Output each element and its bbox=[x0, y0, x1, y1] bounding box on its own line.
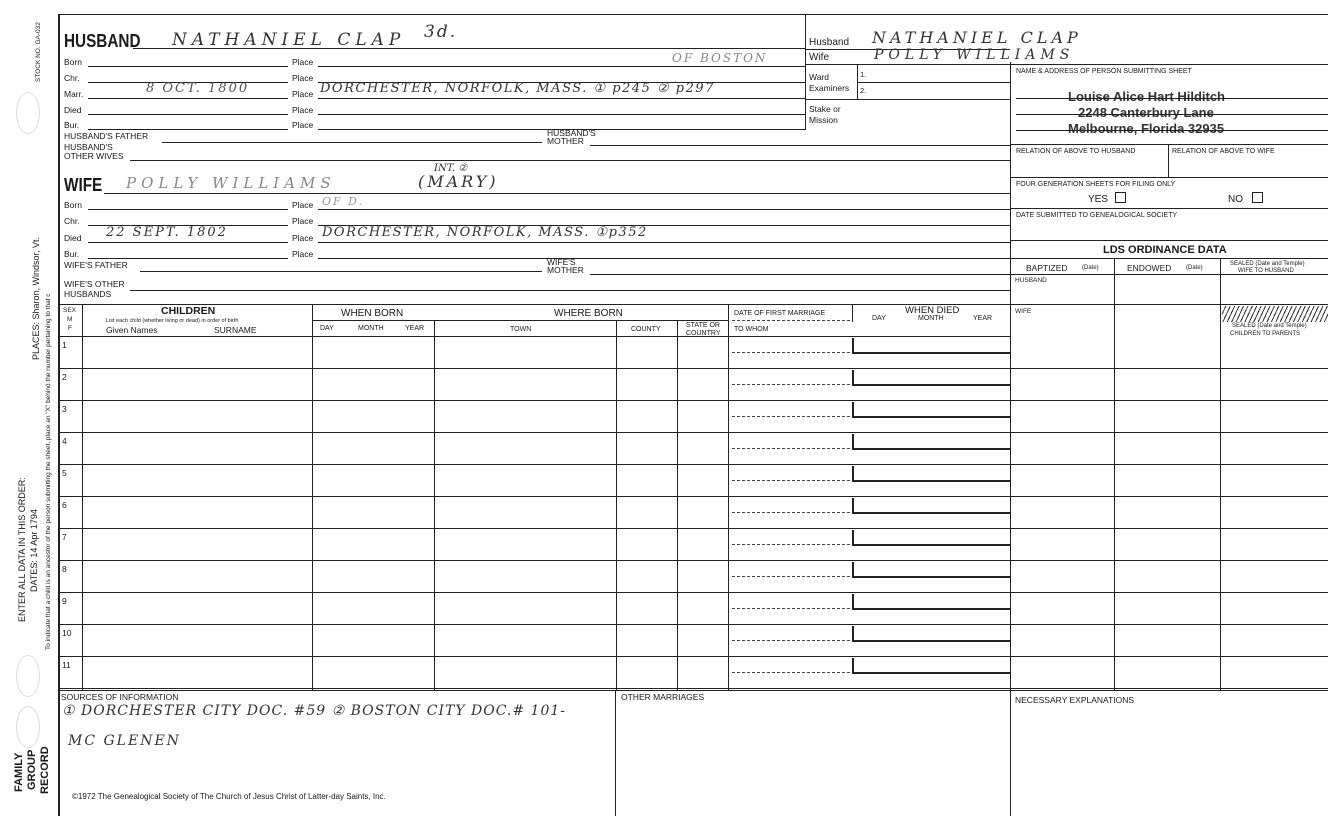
lds-row-line bbox=[1010, 496, 1328, 497]
row-number: 6 bbox=[62, 500, 67, 510]
husband-chr-place-label: Place bbox=[292, 73, 314, 83]
husband-bur-place-label: Place bbox=[292, 120, 314, 130]
wife-died-line bbox=[88, 242, 288, 243]
relation-wife-label: RELATION OF ABOVE TO WIFE bbox=[1172, 148, 1275, 155]
stake-label: Stake or bbox=[809, 104, 841, 114]
other-marriages-label: OTHER MARRIAGES bbox=[621, 692, 705, 702]
husband-born-place-line bbox=[318, 66, 805, 67]
endowed-date-label: (Date) bbox=[1186, 265, 1203, 271]
died-month-label: MONTH bbox=[918, 315, 944, 322]
places-note: PLACES: Sharon, Windsor, Vt. bbox=[31, 236, 41, 360]
row-number: 1 bbox=[62, 340, 67, 350]
when-born-label: WHEN BORN bbox=[341, 308, 404, 319]
lds-hr bbox=[1010, 274, 1328, 275]
sealed-wife-label-2: WIFE TO HUSBAND bbox=[1238, 268, 1294, 274]
wife-born-place-line bbox=[318, 209, 1010, 210]
husband-born-place-label: Place bbox=[292, 57, 314, 67]
header-divider bbox=[805, 14, 806, 130]
wife-died-label: Died bbox=[64, 233, 82, 243]
wife-died-place-label: Place bbox=[292, 233, 314, 243]
footer-divider bbox=[615, 690, 616, 816]
submitter-hr bbox=[1010, 177, 1328, 178]
husband-marr-place-line bbox=[318, 98, 805, 99]
examiner-1: 1. bbox=[860, 70, 867, 79]
binder-hole bbox=[16, 706, 40, 748]
husband-father-label: HUSBAND'S FATHER bbox=[64, 131, 149, 141]
row-number: 3 bbox=[62, 404, 67, 414]
wife-other-husbands-label: WIFE'S OTHER bbox=[64, 279, 125, 289]
born-month-label: MONTH bbox=[358, 325, 384, 332]
header-wife-label: Wife bbox=[809, 52, 829, 63]
submitter-hr bbox=[1010, 208, 1328, 209]
lds-row-line bbox=[1010, 656, 1328, 657]
yes-label: YES bbox=[1088, 194, 1109, 205]
wife-alt-name[interactable]: (MARY) bbox=[418, 172, 499, 191]
row-number: 9 bbox=[62, 596, 67, 606]
husband-marr-place-value[interactable]: DORCHESTER, NORFOLK, MASS. ① p245 ② p297 bbox=[320, 81, 715, 96]
husband-mother-label-2: MOTHER bbox=[547, 136, 584, 146]
submitter-name[interactable]: Louise Alice Hart Hilditch bbox=[1068, 89, 1225, 104]
header-husband-value[interactable]: NATHANIEL CLAP bbox=[872, 28, 1082, 47]
lds-title: LDS ORDINANCE DATA bbox=[1103, 244, 1227, 256]
relation-husband-label: RELATION OF ABOVE TO HUSBAND bbox=[1016, 148, 1136, 155]
row-number: 11 bbox=[62, 660, 71, 670]
stock-number: STOCK NO. GA-032 bbox=[35, 22, 42, 82]
submitter-label: NAME & ADDRESS OF PERSON SUBMITTING SHEET bbox=[1016, 68, 1192, 75]
submitter-hr bbox=[1010, 144, 1328, 145]
husband-other-wives-line bbox=[130, 160, 1010, 161]
marriage-dash bbox=[732, 448, 850, 449]
wife-died-place-line bbox=[318, 242, 1010, 243]
when-died-cell[interactable] bbox=[852, 338, 1010, 354]
born-day-label: DAY bbox=[320, 325, 334, 332]
surname-label: SURNAME bbox=[214, 325, 257, 335]
marriage-dash bbox=[732, 672, 850, 673]
husband-marr-date-value[interactable]: 8 OCT. 1800 bbox=[146, 81, 250, 96]
row-number: 10 bbox=[62, 628, 72, 638]
lds-hr bbox=[1010, 258, 1328, 259]
lds-row-line bbox=[1010, 464, 1328, 465]
lds-col-divider bbox=[1220, 258, 1221, 690]
where-born-label: WHERE BORN bbox=[554, 308, 623, 319]
sources-line-2[interactable]: MC GLENEN bbox=[68, 733, 181, 749]
husband-mother-label: HUSBAND'S bbox=[547, 128, 596, 138]
wife-heading: WIFE bbox=[64, 175, 103, 195]
form-title-record: RECORD bbox=[39, 746, 51, 794]
husband-mother-line bbox=[590, 145, 1010, 146]
col-divider bbox=[852, 304, 853, 322]
lds-col-divider bbox=[1114, 258, 1115, 690]
state-label-2: COUNTRY bbox=[686, 330, 721, 337]
no-checkbox[interactable] bbox=[1252, 192, 1263, 203]
when-died-cell[interactable] bbox=[852, 370, 1010, 386]
when-died-cell[interactable] bbox=[852, 562, 1010, 578]
first-marriage-label: DATE OF FIRST MARRIAGE bbox=[734, 310, 826, 317]
to-whom-label: TO WHOM bbox=[734, 326, 769, 333]
submitter-line bbox=[1016, 98, 1328, 99]
first-marriage-dash bbox=[732, 320, 850, 321]
husband-marr-place-label: Place bbox=[292, 89, 314, 99]
wife-name-line bbox=[104, 193, 1010, 194]
sealed-wife-label: SEALED (Date and Temple) bbox=[1230, 261, 1305, 267]
top-border bbox=[58, 14, 1328, 15]
husband-bur-label: Bur. bbox=[64, 120, 80, 130]
ward-label: Ward bbox=[809, 72, 829, 82]
header-hr bbox=[805, 99, 1010, 100]
header-hr bbox=[857, 82, 1010, 83]
binder-hole bbox=[16, 655, 40, 697]
wife-chr-label: Chr. bbox=[64, 216, 80, 226]
wife-mother-line bbox=[590, 274, 1010, 275]
header-hr bbox=[805, 64, 1328, 65]
examiners-label: Examiners bbox=[809, 83, 850, 93]
husband-annotation: 3d. bbox=[424, 22, 458, 42]
sex-m-label: M bbox=[67, 316, 73, 323]
sealed-hatch bbox=[1222, 306, 1328, 322]
footer-top bbox=[58, 690, 1328, 691]
wife-born-place-label: Place bbox=[292, 200, 314, 210]
submitter-line bbox=[1016, 114, 1328, 115]
form-title-family: FAMILY bbox=[13, 752, 25, 792]
husband-heading: HUSBAND bbox=[64, 31, 141, 51]
husband-chr-label: Chr. bbox=[64, 73, 80, 83]
lds-row-line bbox=[1010, 528, 1328, 529]
wife-mother-label-2: MOTHER bbox=[547, 265, 584, 275]
sex-label: SEX bbox=[63, 307, 77, 314]
husband-other-wives-label: HUSBAND'S bbox=[64, 142, 113, 152]
sex-f-label: F bbox=[68, 325, 72, 332]
when-died-label: WHEN DIED bbox=[905, 305, 960, 316]
marriage-dash bbox=[732, 640, 850, 641]
husband-other-wives-label-2: OTHER WIVES bbox=[64, 151, 124, 161]
form-title-group: GROUP bbox=[26, 749, 38, 790]
husband-bur-line bbox=[88, 129, 288, 130]
header-wife-value[interactable]: POLLY WILLIAMS bbox=[874, 47, 1075, 63]
wife-bur-place-line bbox=[318, 258, 1010, 259]
lds-row-line bbox=[1010, 624, 1328, 625]
wife-mother-label: WIFE'S bbox=[547, 257, 576, 267]
lds-row-line bbox=[1010, 432, 1328, 433]
husband-died-place-label: Place bbox=[292, 105, 314, 115]
when-died-cell[interactable] bbox=[852, 402, 1010, 418]
baptized-date-label: (Date) bbox=[1082, 265, 1099, 271]
row-line bbox=[58, 688, 1010, 689]
dates-note: DATES: 14 Apr 1794 bbox=[29, 509, 39, 592]
when-died-cell[interactable] bbox=[852, 594, 1010, 610]
binder-hole bbox=[16, 92, 40, 134]
wife-died-place-value[interactable]: DORCHESTER, NORFOLK, MASS. ①p352 bbox=[322, 225, 648, 240]
sources-line-1[interactable]: ① DORCHESTER CITY DOC. #59 ② BOSTON CITY DOC.# 101- bbox=[62, 703, 567, 719]
lds-row-line bbox=[1010, 400, 1328, 401]
marriage-dash bbox=[732, 352, 850, 353]
when-died-cell[interactable] bbox=[852, 498, 1010, 514]
sealed-children-label: SEALED (Date and Temple) bbox=[1232, 323, 1307, 329]
row-number: 2 bbox=[62, 372, 67, 382]
children-instruction: List each child (whether living or dead) in order of birth bbox=[106, 318, 239, 324]
husband-died-label: Died bbox=[64, 105, 82, 115]
husband-marr-line bbox=[88, 98, 288, 99]
submitter-street[interactable]: 2248 Canterbury Lane bbox=[1078, 105, 1214, 120]
wife-bur-place-label: Place bbox=[292, 249, 314, 259]
wife-chr-place-label: Place bbox=[292, 216, 314, 226]
copyright: ©1972 The Genealogical Society of The Church of Jesus Christ of Latter-day Saints, Inc. bbox=[72, 792, 386, 801]
header-husband-label: Husband bbox=[809, 37, 850, 48]
died-day-label: DAY bbox=[872, 315, 886, 322]
lds-row-line bbox=[1010, 560, 1328, 561]
marriage-dash bbox=[732, 416, 850, 417]
explanations-label: NECESSARY EXPLANATIONS bbox=[1015, 695, 1135, 705]
died-year-label: YEAR bbox=[973, 315, 993, 322]
wife-name-value[interactable]: POLLY WILLIAMS bbox=[126, 174, 336, 192]
county-label: COUNTY bbox=[631, 326, 661, 333]
marriage-dash bbox=[732, 512, 850, 513]
wife-other-husbands-line bbox=[130, 290, 1010, 291]
town-label: TOWN bbox=[510, 326, 532, 333]
sources-label: SOURCES OF INFORMATION bbox=[61, 692, 179, 702]
instruction-note: To indicate that a child is an ancestor of the person submitting the sheet, place an "X" behind the number pertaining to that c bbox=[45, 293, 52, 650]
husband-name-value[interactable]: NATHANIEL CLAP bbox=[172, 30, 406, 50]
when-died-cell[interactable] bbox=[852, 434, 1010, 450]
wife-born-place-value[interactable]: OF D. bbox=[322, 195, 365, 208]
yes-checkbox[interactable] bbox=[1115, 192, 1126, 203]
husband-born-place-value[interactable]: OF BOSTON bbox=[672, 51, 768, 65]
date-submitted-label: DATE SUBMITTED TO GENEALOGICAL SOCIETY bbox=[1016, 212, 1178, 219]
wife-int-note: INT. ② bbox=[434, 163, 468, 174]
submitter-divider bbox=[1010, 62, 1011, 816]
wife-father-line bbox=[140, 271, 542, 272]
wife-born-line bbox=[88, 209, 288, 210]
marriage-dash bbox=[732, 608, 850, 609]
wife-father-label: WIFE'S FATHER bbox=[64, 260, 128, 270]
when-died-cell[interactable] bbox=[852, 466, 1010, 482]
examiner-2: 2. bbox=[860, 86, 867, 95]
husband-father-line bbox=[162, 142, 542, 143]
marriage-dash bbox=[732, 384, 850, 385]
wife-bur-label: Bur. bbox=[64, 249, 80, 259]
sealed-children-label-2: CHILDREN TO PARENTS bbox=[1230, 331, 1301, 337]
husband-died-line bbox=[88, 114, 288, 115]
lds-hr bbox=[1010, 304, 1328, 305]
husband-born-label: Born bbox=[64, 57, 82, 67]
when-died-cell[interactable] bbox=[852, 658, 1010, 674]
wife-bur-line bbox=[88, 258, 288, 259]
row-number: 5 bbox=[62, 468, 67, 478]
when-born-hr bbox=[312, 320, 728, 321]
baptized-label: BAPTIZED bbox=[1026, 263, 1068, 273]
wife-other-husbands-label-2: HUSBANDS bbox=[64, 289, 112, 299]
row-number: 4 bbox=[62, 436, 67, 446]
submitter-hr bbox=[1010, 240, 1328, 241]
four-generation-label: FOUR GENERATION SHEETS FOR FILING ONLY bbox=[1016, 181, 1176, 188]
children-title: CHILDREN bbox=[161, 305, 216, 317]
lds-wife-label: WIFE bbox=[1015, 308, 1032, 315]
husband-died-place-line bbox=[318, 114, 805, 115]
marriage-dash bbox=[732, 576, 850, 577]
row-number: 7 bbox=[62, 532, 67, 542]
endowed-label: ENDOWED bbox=[1127, 263, 1172, 273]
husband-born-line bbox=[88, 66, 288, 67]
lds-husband-label: HUSBAND bbox=[1015, 277, 1047, 284]
born-year-label: YEAR bbox=[405, 325, 425, 332]
submitter-line bbox=[1016, 130, 1328, 131]
enter-order-note: ENTER ALL DATA IN THIS ORDER: bbox=[17, 477, 27, 622]
wife-died-date-value[interactable]: 22 SEPT. 1802 bbox=[106, 225, 228, 240]
stake-label-2: Mission bbox=[809, 115, 838, 125]
when-died-cell[interactable] bbox=[852, 626, 1010, 642]
relation-divider bbox=[1168, 144, 1169, 177]
lds-row-line bbox=[1010, 688, 1328, 689]
lds-row-line bbox=[1010, 368, 1328, 369]
lds-row-line bbox=[1010, 592, 1328, 593]
when-died-cell[interactable] bbox=[852, 530, 1010, 546]
row-number: 8 bbox=[62, 564, 67, 574]
marriage-dash bbox=[732, 544, 850, 545]
wife-born-label: Born bbox=[64, 200, 82, 210]
state-label: STATE OR bbox=[686, 322, 720, 329]
husband-marr-label: Marr. bbox=[64, 89, 84, 99]
no-label: NO bbox=[1228, 194, 1243, 205]
given-names-label: Given Names bbox=[106, 325, 158, 335]
marriage-dash bbox=[732, 480, 850, 481]
submitter-city[interactable]: Melbourne, Florida 32935 bbox=[1068, 121, 1225, 136]
